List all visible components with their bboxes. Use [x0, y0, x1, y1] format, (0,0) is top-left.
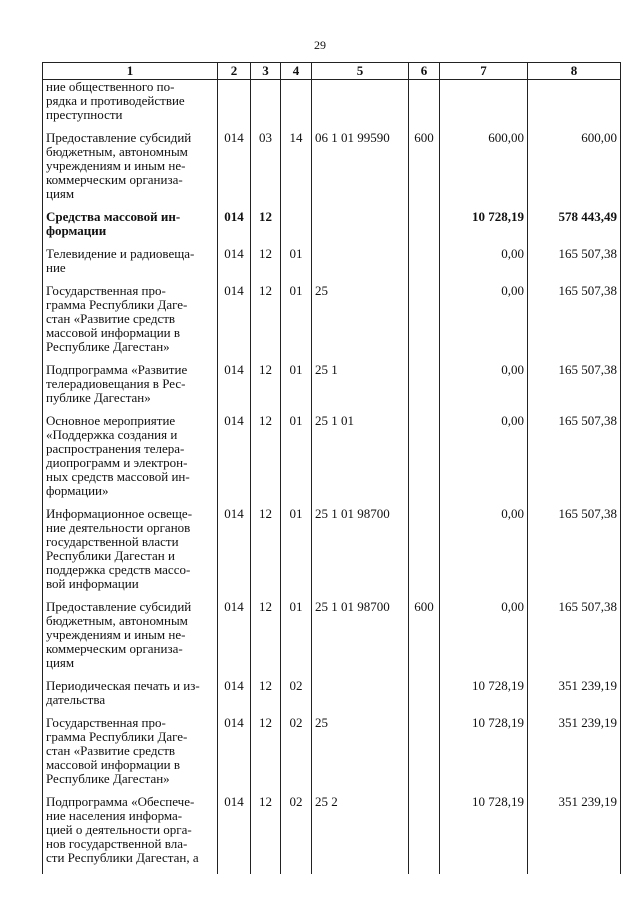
- amount-col-7: 0,00: [440, 507, 528, 600]
- amount-col-7: 0,00: [440, 247, 528, 284]
- amount-col-8: 351 239,19: [528, 716, 621, 795]
- ministry-code: 014: [218, 600, 251, 679]
- table-row: [43, 363, 621, 414]
- section-code: 12: [251, 284, 281, 363]
- target-article-code: [312, 210, 409, 247]
- table-row: [43, 414, 621, 507]
- target-article-code: 25 1 01 98700: [312, 600, 409, 679]
- column-header: 1: [43, 63, 218, 80]
- row-name: Периодическая печать и из- дательства: [43, 679, 218, 716]
- subsection-code: 02: [281, 795, 312, 874]
- amount-col-7: 10 728,19: [440, 795, 528, 874]
- ministry-code: 014: [218, 210, 251, 247]
- section-code: 12: [251, 414, 281, 507]
- amount-col-7: 0,00: [440, 363, 528, 414]
- table-row: [43, 795, 621, 874]
- subsection-code: [281, 80, 312, 132]
- expense-type-code: [409, 247, 440, 284]
- amount-col-8: 165 507,38: [528, 507, 621, 600]
- subsection-code: 02: [281, 679, 312, 716]
- section-code: 12: [251, 247, 281, 284]
- ministry-code: 014: [218, 414, 251, 507]
- ministry-code: 014: [218, 679, 251, 716]
- subsection-code: 02: [281, 716, 312, 795]
- expense-type-code: [409, 795, 440, 874]
- target-article-code: [312, 80, 409, 132]
- expense-type-code: 600: [409, 600, 440, 679]
- column-header: 5: [312, 63, 409, 80]
- table-row: [43, 131, 621, 210]
- row-name: Информационное освеще- ние деятельности органов государственной власти Республики Дагестан и поддержка средств массо- вой информации: [43, 507, 218, 600]
- column-header: 7: [440, 63, 528, 80]
- expense-type-code: [409, 414, 440, 507]
- page-number: 29: [314, 38, 326, 52]
- amount-col-8: 578 443,49: [528, 210, 621, 247]
- target-article-code: 25 2: [312, 795, 409, 874]
- section-code: 12: [251, 795, 281, 874]
- section-code: 12: [251, 679, 281, 716]
- row-name: Подпрограмма «Обеспече- ние населения информа- цией о деятельности орга- нов государственной вла- сти Республики Дагестан, а: [43, 795, 218, 874]
- amount-col-7: 0,00: [440, 600, 528, 679]
- row-name: Телевидение и радиовеща- ние: [43, 247, 218, 284]
- amount-col-8: 165 507,38: [528, 363, 621, 414]
- row-name: Государственная про- грамма Республики Даге- стан «Развитие средств массовой информации в Республике Дагестан»: [43, 284, 218, 363]
- section-code: 12: [251, 363, 281, 414]
- table-header-row: [43, 63, 621, 80]
- target-article-code: [312, 247, 409, 284]
- amount-col-8: 351 239,19: [528, 795, 621, 874]
- section-code: 12: [251, 716, 281, 795]
- amount-col-8: 165 507,38: [528, 600, 621, 679]
- expense-type-code: [409, 210, 440, 247]
- row-name: Подпрограмма «Развитие телерадиовещания в Рес- публике Дагестан»: [43, 363, 218, 414]
- amount-col-7: 600,00: [440, 131, 528, 210]
- target-article-code: 25: [312, 284, 409, 363]
- subsection-code: 01: [281, 363, 312, 414]
- table-row: [43, 247, 621, 284]
- section-code: 03: [251, 131, 281, 210]
- table-body: [43, 80, 621, 875]
- table-row: [43, 600, 621, 679]
- ministry-code: 014: [218, 284, 251, 363]
- column-header: 3: [251, 63, 281, 80]
- subsection-code: 01: [281, 414, 312, 507]
- subsection-code: 01: [281, 284, 312, 363]
- amount-col-7: 10 728,19: [440, 716, 528, 795]
- target-article-code: [312, 679, 409, 716]
- expense-type-code: 600: [409, 131, 440, 210]
- expense-type-code: [409, 80, 440, 132]
- amount-col-7: 10 728,19: [440, 679, 528, 716]
- target-article-code: 25: [312, 716, 409, 795]
- row-name: Государственная про- грамма Республики Даге- стан «Развитие средств массовой информации в Республике Дагестан»: [43, 716, 218, 795]
- ministry-code: 014: [218, 131, 251, 210]
- amount-col-8: 165 507,38: [528, 247, 621, 284]
- amount-col-8: 165 507,38: [528, 414, 621, 507]
- budget-table: [42, 62, 621, 874]
- ministry-code: 014: [218, 716, 251, 795]
- amount-col-8: 600,00: [528, 131, 621, 210]
- target-article-code: 06 1 01 99590: [312, 131, 409, 210]
- table-row: [43, 716, 621, 795]
- section-code: 12: [251, 507, 281, 600]
- expense-type-code: [409, 679, 440, 716]
- row-name: Основное мероприятие «Поддержка создания и распространения телера- диопрограмм и электрон- ных средств массовой ин- формации»: [43, 414, 218, 507]
- table-row: [43, 210, 621, 247]
- subsection-code: 01: [281, 247, 312, 284]
- row-name: Предоставление субсидий бюджетным, автономным учреждениям и иным не- коммерческим организа- циям: [43, 131, 218, 210]
- section-code: 12: [251, 210, 281, 247]
- expense-type-code: [409, 363, 440, 414]
- row-name: Предоставление субсидий бюджетным, автономным учреждениям и иным не- коммерческим организа- циям: [43, 600, 218, 679]
- column-header: 4: [281, 63, 312, 80]
- amount-col-7: 0,00: [440, 284, 528, 363]
- amount-col-7: 10 728,19: [440, 210, 528, 247]
- amount-col-8: 165 507,38: [528, 284, 621, 363]
- ministry-code: 014: [218, 507, 251, 600]
- amount-col-7: 0,00: [440, 414, 528, 507]
- table-row: [43, 80, 621, 132]
- expense-type-code: [409, 284, 440, 363]
- table-row: [43, 679, 621, 716]
- subsection-code: 01: [281, 507, 312, 600]
- table-row: [43, 507, 621, 600]
- amount-col-8: [528, 80, 621, 132]
- ministry-code: [218, 80, 251, 132]
- target-article-code: 25 1: [312, 363, 409, 414]
- amount-col-8: 351 239,19: [528, 679, 621, 716]
- column-header: 6: [409, 63, 440, 80]
- amount-col-7: [440, 80, 528, 132]
- expense-type-code: [409, 716, 440, 795]
- subsection-code: 14: [281, 131, 312, 210]
- column-header: 2: [218, 63, 251, 80]
- subsection-code: [281, 210, 312, 247]
- expense-type-code: [409, 507, 440, 600]
- target-article-code: 25 1 01 98700: [312, 507, 409, 600]
- section-code: [251, 80, 281, 132]
- row-name: ние общественного по- рядка и противодействие преступности: [43, 80, 218, 132]
- ministry-code: 014: [218, 363, 251, 414]
- column-header: 8: [528, 63, 621, 80]
- target-article-code: 25 1 01: [312, 414, 409, 507]
- section-code: 12: [251, 600, 281, 679]
- row-name: Средства массовой ин- формации: [43, 210, 218, 247]
- subsection-code: 01: [281, 600, 312, 679]
- table-row: [43, 284, 621, 363]
- ministry-code: 014: [218, 247, 251, 284]
- ministry-code: 014: [218, 795, 251, 874]
